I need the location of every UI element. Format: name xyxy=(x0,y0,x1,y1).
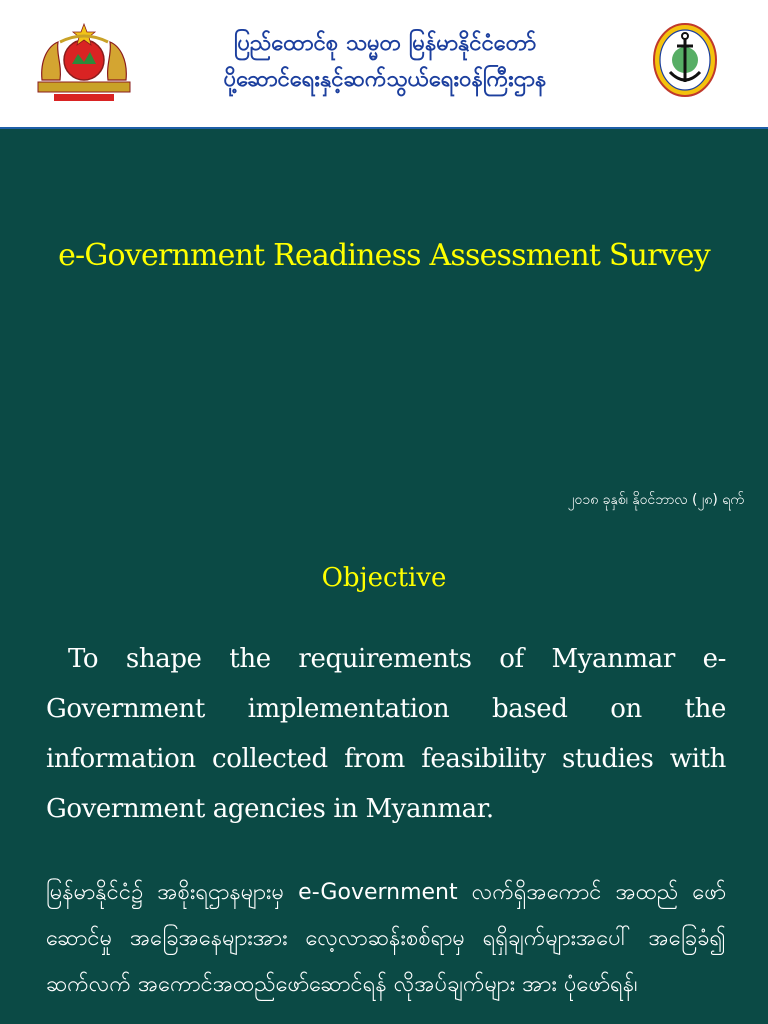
survey-title: e-Government Readiness Assessment Survey xyxy=(58,238,710,273)
anchor-seal-icon xyxy=(652,22,718,98)
survey-date: ၂၀၁၈ ခုနှစ်၊ နိုဝင်ဘာလ (၂၈) ရက် xyxy=(567,492,744,508)
state-emblem-icon xyxy=(34,20,134,106)
header-banner xyxy=(0,0,768,129)
objective-text-english: To shape the requirements of Myanmar e-Government implementation based on the information collected from feasibility studies with Government agencies in Myanmar. xyxy=(46,644,726,824)
objective-heading: Objective xyxy=(321,563,447,593)
objective-text-myanmar: မြန်မာနိုင်ငံ၌ အစိုးရဌာနများမှ e-Government လက်ရှိအကောင် အထည် ဖော်ဆောင်မှု အခြေအနေများအား လေ့လာဆန်းစစ်ရာမှ ရရှိချက်များအပေါ် အခြေခံ၍ ဆက်လက် အကောင်အထည်ဖော်ဆောင်ရန် လိုအပ်ချက်များ အား ပုံဖော်ရန်၊ xyxy=(46,880,726,997)
ministry-title xyxy=(150,26,620,98)
header-title-line-1: ပြည်ထောင်စု သမ္မတ မြန်မာနိုင်ငံတော် xyxy=(233,31,537,56)
header-title-line-2: ပို့ဆောင်ရေးနှင့်ဆက်သွယ်ရေးဝန်ကြီးဌာန xyxy=(223,67,547,92)
